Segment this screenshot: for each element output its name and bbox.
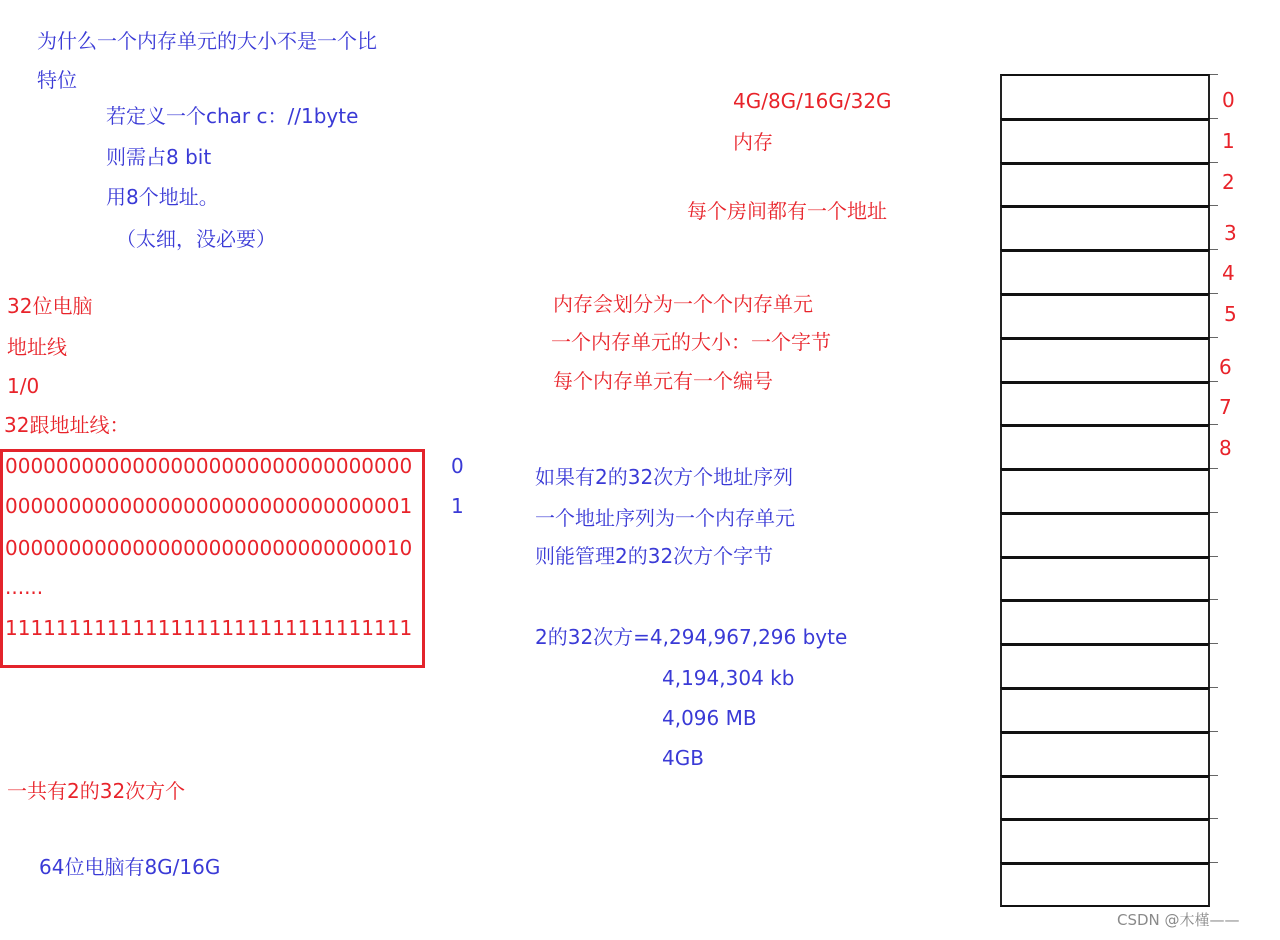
- memory-tick: [1210, 118, 1218, 119]
- memory-address-label: 7: [1219, 395, 1232, 419]
- memory-cell: [1000, 862, 1210, 907]
- memory-cell: [1000, 512, 1210, 557]
- address-sequence-row: 00000000000000000000000000000001: [5, 494, 413, 518]
- memory-tick: [1210, 556, 1218, 557]
- memory-tick: [1210, 512, 1218, 513]
- memory-sizes: 4G/8G/16G/32G: [733, 89, 892, 113]
- memory-cell: [1000, 162, 1210, 207]
- example-line-3: 用8个地址。: [106, 185, 219, 209]
- memory-address-label: 8: [1219, 436, 1232, 460]
- memory-cell: [1000, 293, 1210, 338]
- memory-tick: [1210, 381, 1218, 382]
- memory-cell: [1000, 687, 1210, 732]
- pc32-label: 32位电脑: [7, 294, 93, 318]
- bit-states-label: 1/0: [7, 374, 40, 398]
- memory-units-line-3: 每个内存单元有一个编号: [553, 369, 773, 393]
- memory-address-label: 3: [1224, 221, 1237, 245]
- memory-cell: [1000, 731, 1210, 776]
- address-sequence-row: 00000000000000000000000000000010: [5, 536, 413, 560]
- calc-line-3: 则能管理2的32次方个字节: [535, 544, 774, 568]
- memory-cell: [1000, 249, 1210, 294]
- calc-bytes: 2的32次方=4,294,967,296 byte: [535, 625, 848, 649]
- address-sequence-ellipsis: ......: [5, 575, 44, 599]
- memory-address-label: 4: [1222, 261, 1235, 285]
- memory-cell: [1000, 599, 1210, 644]
- memory-cell: [1000, 381, 1210, 426]
- memory-tick: [1210, 599, 1218, 600]
- example-line-1: 若定义一个char c：//1byte: [106, 104, 359, 128]
- question-line-2: 特位: [37, 68, 77, 92]
- memory-tick: [1210, 687, 1218, 688]
- memory-tick: [1210, 643, 1218, 644]
- memory-address-label: 5: [1224, 302, 1237, 326]
- room-address-note: 每个房间都有一个地址: [687, 199, 887, 223]
- total-count-note: 一共有2的32次方个: [7, 779, 186, 803]
- memory-tick: [1210, 731, 1218, 732]
- memory-tick: [1210, 205, 1218, 206]
- address-sequence-row: 11111111111111111111111111111111: [5, 616, 413, 640]
- memory-tick: [1210, 468, 1218, 469]
- pc64-note: 64位电脑有8G/16G: [39, 855, 221, 879]
- memory-units-line-1: 内存会划分为一个个内存单元: [553, 292, 813, 316]
- memory-address-label: 6: [1219, 355, 1232, 379]
- calc-gb: 4GB: [662, 746, 704, 770]
- calc-kb: 4,194,304 kb: [662, 666, 795, 690]
- memory-cell: [1000, 205, 1210, 250]
- memory-tick: [1210, 818, 1218, 819]
- memory-tick: [1210, 862, 1218, 863]
- calc-mb: 4,096 MB: [662, 706, 757, 730]
- memory-tick: [1210, 424, 1218, 425]
- watermark: CSDN @木槿——: [1117, 911, 1240, 929]
- memory-cell: [1000, 468, 1210, 513]
- calc-line-1: 如果有2的32次方个地址序列: [535, 465, 794, 489]
- memory-cell: [1000, 424, 1210, 469]
- memory-cell: [1000, 775, 1210, 820]
- address-line-count: 32跟地址线：: [4, 413, 130, 437]
- memory-address-label: 2: [1222, 170, 1235, 194]
- memory-tick: [1210, 249, 1218, 250]
- memory-tick: [1210, 74, 1218, 75]
- memory-tick: [1210, 162, 1218, 163]
- memory-address-label: 1: [1222, 129, 1235, 153]
- memory-label: 内存: [733, 130, 773, 154]
- memory-cell: [1000, 118, 1210, 163]
- memory-cell: [1000, 643, 1210, 688]
- memory-tick: [1210, 337, 1218, 338]
- address-sequence-row: 00000000000000000000000000000000: [5, 454, 413, 478]
- memory-cell: [1000, 337, 1210, 382]
- memory-cells-diagram: [1000, 74, 1210, 906]
- address-line-label: 地址线: [7, 335, 67, 359]
- memory-cell: [1000, 818, 1210, 863]
- sequence-index: 1: [451, 494, 464, 518]
- memory-cell: [1000, 556, 1210, 601]
- example-line-2: 则需占8 bit: [106, 145, 212, 169]
- memory-tick: [1210, 775, 1218, 776]
- example-line-4: （太细，没必要）: [116, 227, 276, 251]
- memory-cell: [1000, 74, 1210, 119]
- memory-units-line-2: 一个内存单元的大小：一个字节: [551, 330, 831, 354]
- sequence-index: 0: [451, 454, 464, 478]
- memory-tick: [1210, 293, 1218, 294]
- question-line-1: 为什么一个内存单元的大小不是一个比: [37, 29, 377, 53]
- memory-address-label: 0: [1222, 88, 1235, 112]
- calc-line-2: 一个地址序列为一个内存单元: [535, 506, 795, 530]
